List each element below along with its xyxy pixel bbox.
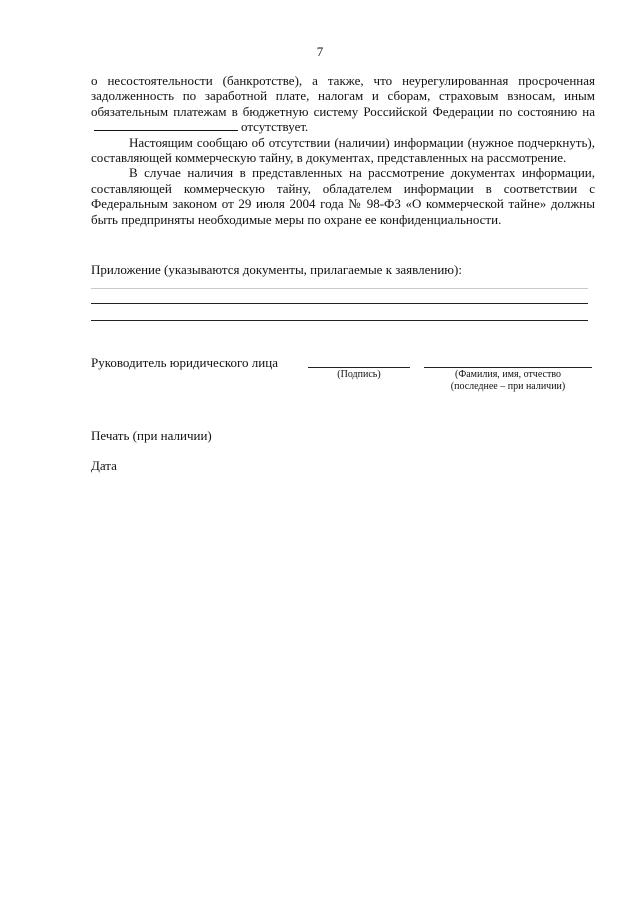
date-blank-field[interactable] — [94, 119, 238, 131]
date-label: Дата — [91, 458, 117, 473]
document-body — [91, 73, 595, 227]
full-name-field[interactable] — [424, 367, 592, 368]
full-name-caption-line1: (Фамилия, имя, отчество — [455, 369, 561, 380]
paragraph-debt-status — [91, 73, 595, 135]
full-name-caption-line2: (последнее – при наличии) — [450, 381, 566, 392]
attachments-label: Приложение (указываются документы, прилагаемые к заявлению): — [91, 262, 462, 277]
page-number: 7 — [316, 44, 324, 59]
attachment-line[interactable] — [91, 303, 588, 304]
attachment-line[interactable] — [91, 320, 588, 321]
signature-field[interactable] — [308, 367, 410, 368]
attachment-line[interactable] — [91, 288, 588, 289]
signer-title: Руководитель юридического лица — [91, 355, 278, 370]
paragraph-trade-secret-notice: Настоящим сообщаю об отсутствии (наличии) информации (нужное подчеркнуть), составляющей коммерческую тайну, в документах, представленных на рассмотрение. — [91, 134, 595, 166]
paragraph-trade-secret-measures: В случае наличия в представленных на рассмотрение документах информации, составляющей коммерческую тайну, обладателем информации в соответствии с Федеральным законом от 29 июля 2004 года № 98-ФЗ «О коммерческой тайне» должны быть предприняты необходимые меры по охране ее конфиденциальности. — [91, 165, 595, 227]
signature-caption: (Подпись) — [337, 369, 381, 380]
paragraph-debt-status-end: отсутствует. — [241, 119, 309, 135]
paragraph-debt-status-text: о несостоятельности (банкротстве), а также, что неурегулированная просроченная задолженность по заработной плате, налогам и сборам, страховым взносам, иным обязательным платежам в бюджетную систему Российской Федерации по состоянию на — [91, 73, 595, 119]
full-name-caption — [424, 369, 592, 393]
stamp-label: Печать (при наличии) — [91, 428, 212, 443]
